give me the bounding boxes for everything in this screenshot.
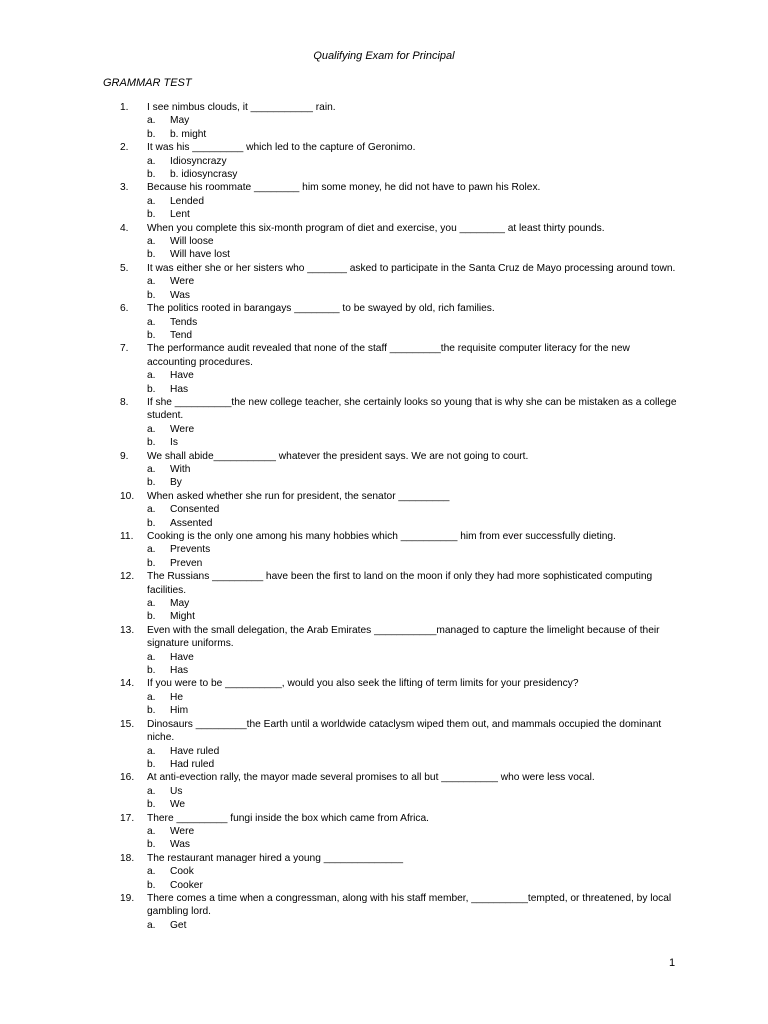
option-letter: a.: [147, 370, 156, 382]
option-text: Had ruled: [170, 758, 215, 770]
answer-option: [0, 329, 768, 342]
question-text: There _________ fungi inside the box which came from Africa.: [147, 812, 430, 824]
answer-option: [0, 838, 768, 851]
question-number: 11.: [120, 531, 134, 542]
question-text: If you were to be __________, would you also seek the lifting of term limits for your presidency?: [147, 678, 579, 690]
option-text: May: [170, 598, 190, 610]
option-letter: b.: [147, 329, 156, 341]
question-list: [0, 101, 768, 932]
answer-option: [0, 758, 768, 771]
answer-option: [0, 463, 768, 476]
option-text: We: [170, 799, 186, 811]
question-item: [0, 101, 768, 114]
option-letter: b.: [147, 249, 156, 261]
option-text: Was: [170, 839, 190, 851]
option-letter: b.: [147, 383, 156, 395]
question-item: [0, 771, 768, 784]
question-number: 3.: [120, 182, 129, 194]
option-letter: a.: [147, 544, 156, 556]
answer-option: [0, 128, 768, 141]
answer-option: [0, 691, 768, 704]
section-heading: GRAMMAR TEST: [103, 77, 192, 89]
answer-option: [0, 785, 768, 798]
answer-option: [0, 235, 768, 248]
answer-option: [0, 745, 768, 758]
option-text: Have ruled: [170, 745, 220, 757]
question-item: [0, 141, 768, 154]
option-text: b. might: [170, 128, 207, 140]
question-item: [0, 302, 768, 315]
question-text: Cooking is the only one among his many hobbies which __________ him from ever successfully dieting.: [147, 531, 616, 542]
option-letter: a.: [147, 919, 156, 931]
option-letter: b.: [147, 437, 156, 449]
question-text: The performance audit revealed that none of the staff _________the requisite computer literacy for the new accounting procedures.: [147, 343, 630, 368]
question-number: 19.: [120, 892, 135, 904]
question-item: [0, 677, 768, 690]
answer-option: [0, 248, 768, 261]
question-number: 9.: [120, 450, 129, 462]
question-number: 4.: [120, 222, 129, 234]
option-text: Us: [170, 785, 183, 797]
answer-option: [0, 316, 768, 329]
question-item: [0, 396, 768, 423]
question-text: If she __________the new college teacher, she certainly looks so young that is why she can be mistaken as a college student.: [147, 396, 677, 422]
question-number: 7.: [120, 343, 129, 355]
option-text: Is: [170, 437, 178, 449]
question-item: [0, 718, 768, 745]
question-text: There comes a time when a congressman, along with his staff member, __________tempted, or threatened, by local gambling lord.: [147, 892, 672, 918]
option-letter: a.: [147, 651, 156, 663]
option-text: Assented: [170, 517, 213, 529]
answer-option: [0, 275, 768, 288]
option-text: Were: [170, 423, 195, 435]
option-text: Might: [170, 611, 195, 623]
question-number: 6.: [120, 303, 129, 315]
option-letter: b.: [147, 758, 156, 770]
question-number: 16.: [120, 772, 135, 784]
answer-option: [0, 597, 768, 610]
answer-option: [0, 557, 768, 570]
question-item: [0, 181, 768, 194]
answer-option: [0, 195, 768, 208]
question-number: 17.: [120, 812, 135, 824]
document-title: Qualifying Exam for Principal: [313, 50, 455, 62]
option-letter: b.: [147, 665, 156, 677]
option-letter: b.: [147, 477, 156, 489]
answer-option: [0, 543, 768, 556]
option-letter: a.: [147, 745, 156, 757]
option-letter: b.: [147, 517, 156, 529]
option-text: With: [170, 463, 191, 475]
option-letter: b.: [147, 169, 156, 181]
answer-option: [0, 651, 768, 664]
answer-option: [0, 798, 768, 811]
question-item: [0, 892, 768, 919]
question-text: Because his roommate ________ him some money, he did not have to pawn his Rolex.: [147, 182, 541, 194]
answer-option: [0, 208, 768, 221]
answer-option: [0, 503, 768, 516]
option-text: May: [170, 115, 190, 127]
option-text: Lent: [170, 209, 190, 221]
question-item: [0, 490, 768, 503]
question-text: When asked whether she run for president, the senator _________: [147, 490, 450, 502]
option-text: Cook: [170, 866, 194, 878]
option-letter: b.: [147, 128, 156, 140]
question-number: 5.: [120, 262, 129, 274]
page-number: 1: [669, 957, 676, 969]
option-letter: a.: [147, 598, 156, 610]
option-text: Him: [170, 705, 189, 717]
option-letter: b.: [147, 705, 156, 717]
option-letter: a.: [147, 866, 156, 878]
option-text: Consented: [170, 504, 220, 516]
answer-option: [0, 155, 768, 168]
option-letter: b.: [147, 879, 156, 891]
question-text: It was his _________ which led to the capture of Geronimo.: [147, 142, 416, 154]
answer-option: [0, 423, 768, 436]
option-text: Cooker: [170, 879, 203, 891]
question-text: When you complete this six-month program of diet and exercise, you ________ at least thirty pounds.: [147, 222, 605, 234]
question-text: At anti-evection rally, the mayor made several promises to all but __________ who were less vocal.: [147, 772, 595, 784]
answer-option: [0, 825, 768, 838]
answer-option: [0, 168, 768, 181]
option-letter: a.: [147, 115, 156, 127]
question-item: [0, 262, 768, 275]
answer-option: [0, 369, 768, 382]
option-letter: a.: [147, 316, 156, 328]
option-text: He: [170, 691, 184, 703]
answer-option: [0, 865, 768, 878]
option-text: Get: [170, 919, 187, 931]
question-item: [0, 342, 768, 369]
option-text: Was: [170, 289, 190, 301]
option-letter: b.: [147, 839, 156, 851]
option-text: By: [170, 477, 182, 489]
question-number: 18.: [120, 852, 135, 864]
option-letter: b.: [147, 289, 156, 301]
option-letter: a.: [147, 423, 156, 435]
answer-option: [0, 436, 768, 449]
option-text: Has: [170, 383, 189, 395]
answer-option: [0, 664, 768, 677]
question-item: [0, 812, 768, 825]
question-text: We shall abide___________ whatever the president says. We are not going to court.: [147, 450, 529, 462]
option-letter: a.: [147, 825, 156, 837]
question-item: [0, 530, 768, 543]
question-number: 1.: [120, 102, 129, 113]
answer-option: [0, 383, 768, 396]
option-text: Will loose: [170, 236, 214, 248]
option-text: Were: [170, 276, 195, 288]
option-letter: a.: [147, 276, 156, 288]
option-letter: a.: [147, 155, 156, 167]
answer-option: [0, 517, 768, 530]
option-letter: b.: [147, 611, 156, 623]
option-letter: b.: [147, 557, 156, 569]
option-letter: a.: [147, 195, 156, 207]
question-number: 8.: [120, 396, 129, 408]
option-letter: b.: [147, 209, 156, 221]
question-text: Dinosaurs _________the Earth until a worldwide cataclysm wiped them out, and mammals occupied the dominant niche.: [147, 718, 662, 744]
option-text: Tends: [170, 316, 198, 328]
question-item: [0, 852, 768, 865]
option-text: Have: [170, 370, 194, 382]
question-text: Even with the small delegation, the Arab Emirates ___________managed to capture the limelight because of their signature uniforms.: [147, 624, 660, 650]
option-letter: a.: [147, 504, 156, 516]
question-number: 14.: [120, 678, 135, 690]
answer-option: [0, 289, 768, 302]
option-text: Have: [170, 651, 194, 663]
option-text: Will have lost: [170, 249, 231, 261]
question-item: [0, 624, 768, 651]
option-text: Tend: [170, 329, 193, 341]
question-text: The restaurant manager hired a young ______________: [147, 852, 404, 864]
question-number: 10.: [120, 490, 135, 502]
option-letter: b.: [147, 799, 156, 811]
question-text: I see nimbus clouds, it ___________ rain.: [147, 102, 336, 113]
option-letter: a.: [147, 236, 156, 248]
answer-option: [0, 476, 768, 489]
answer-option: [0, 610, 768, 623]
option-text: b. idiosyncrasy: [170, 169, 238, 181]
question-text: The Russians _________ have been the first to land on the moon if only they had more sophisticated computing facilities.: [147, 571, 653, 596]
question-number: 12.: [120, 571, 135, 583]
question-text: The politics rooted in barangays ________ to be swayed by old, rich families.: [147, 303, 495, 315]
question-number: 2.: [120, 142, 129, 154]
option-text: Idiosyncrazy: [170, 155, 227, 167]
answer-option: [0, 879, 768, 892]
answer-option: [0, 704, 768, 717]
option-text: Has: [170, 665, 189, 677]
option-text: Were: [170, 825, 195, 837]
question-number: 15.: [120, 718, 135, 730]
option-text: Lended: [170, 195, 204, 207]
option-text: Prevents: [170, 544, 211, 556]
answer-option: [0, 919, 768, 932]
question-item: [0, 570, 768, 597]
option-text: Preven: [170, 557, 203, 569]
question-number: 13.: [120, 624, 135, 636]
question-text: It was either she or her sisters who _______ asked to participate in the Santa Cruz de Mayo processing around town.: [147, 262, 676, 274]
question-item: [0, 222, 768, 235]
option-letter: a.: [147, 785, 156, 797]
answer-option: [0, 114, 768, 127]
question-item: [0, 450, 768, 463]
option-letter: a.: [147, 463, 156, 475]
option-letter: a.: [147, 691, 156, 703]
